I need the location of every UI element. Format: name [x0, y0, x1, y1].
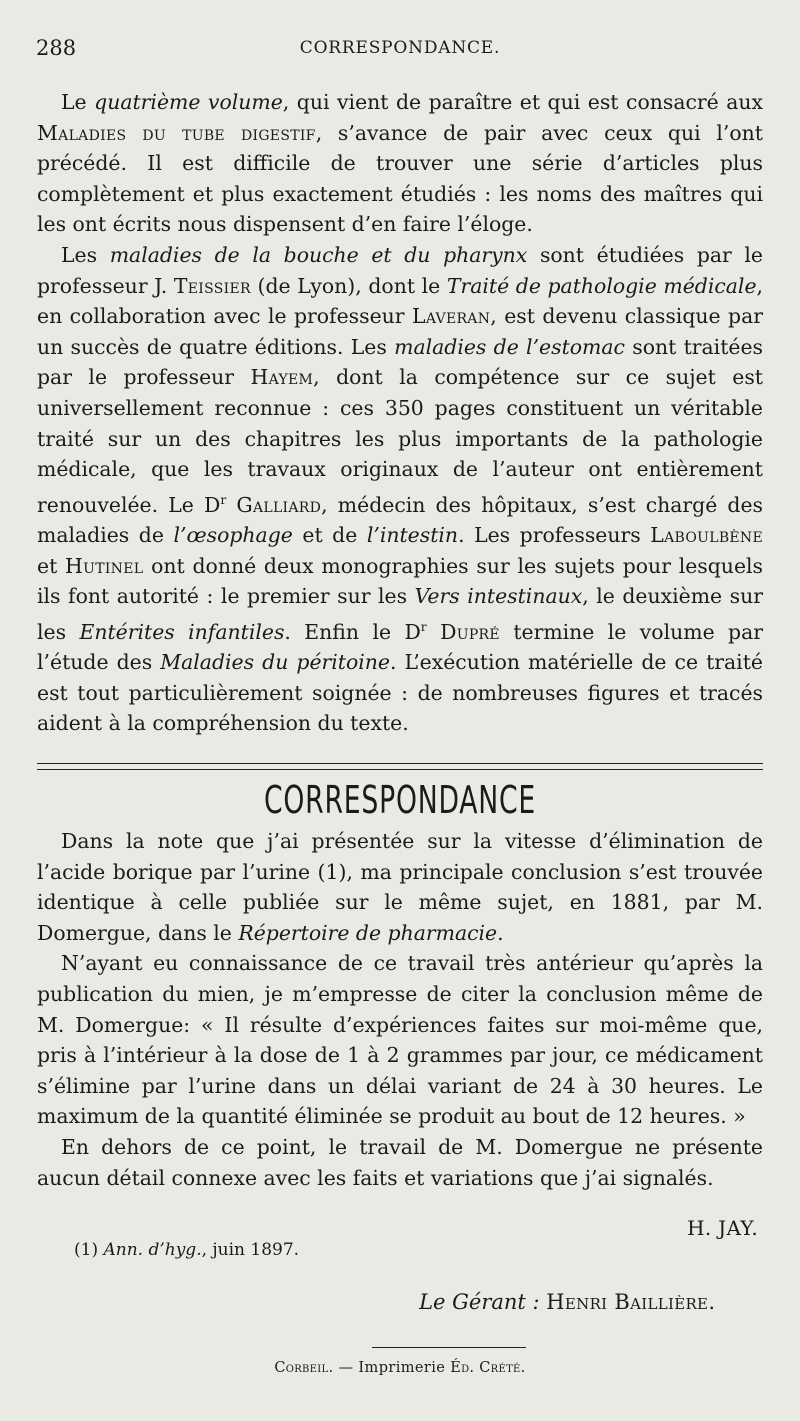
small-caps-run: Laboulbène	[650, 523, 763, 548]
text-run	[427, 620, 440, 644]
text-run: et de	[292, 523, 367, 548]
text-run: , qui vient de paraître et qui est consacré aux	[282, 90, 764, 114]
book-review-section	[37, 87, 763, 739]
page-number: 288	[36, 36, 77, 60]
section-divider	[37, 763, 763, 764]
text-run: . L’exécution matérielle de ce traité est tout particulièrement soignée : de nombreuses figures et tracés aident à la compréhension du texte.	[37, 650, 763, 736]
italic-run: Entérites infantiles	[79, 619, 285, 644]
text-run: . Les professeurs	[458, 523, 651, 548]
text-run: et	[37, 553, 66, 578]
review-paragraph	[37, 240, 763, 739]
text-run: , médecin des hôpitaux, s’est chargé des maladies de	[37, 492, 764, 548]
text-run: Dans la note que j’ai présentée sur la vitesse d’élimination de l’acide borique par l’urine (1), ma principale conclusion s’est trouvée identique à celle publiée sur le même sujet, en 1881, par M. Domergue, dans le	[37, 829, 763, 945]
text-run: , juin 1897.	[201, 1240, 300, 1260]
small-caps-run: Laveran	[411, 304, 491, 329]
italic-run: quatrième volume	[94, 90, 283, 114]
small-caps-run: Hayem	[250, 365, 314, 390]
printer-imprint	[0, 1360, 800, 1376]
small-caps-run: Galliard	[236, 492, 322, 517]
text-run: Le	[61, 90, 95, 114]
small-caps-run: Éd. Crété	[450, 1360, 521, 1376]
running-title: CORRESPONDANCE.	[299, 38, 501, 58]
text-run: .	[708, 1290, 715, 1314]
superscript-run: r	[420, 619, 427, 634]
text-run: , s’avance de pair avec ceux qui l’ont précédé. Il est difficile de trouver une série d’articles plus complètement et plus exactement étudiés : les noms des maîtres qui les ont écrits nous dispensent d’en faire l’éloge.	[37, 120, 763, 237]
text-run: .	[497, 920, 504, 945]
small-caps-run: Maladies du tube digestif	[37, 120, 316, 145]
text-run: termine le volume par l’étude des	[37, 619, 763, 675]
section-divider	[37, 769, 763, 770]
small-caps-run: Corbeil	[274, 1360, 329, 1376]
text-run	[226, 493, 236, 517]
text-run: En dehors de ce point, le travail de M. Domergue ne présente aucun détail connexe avec les faits et variations que j’ai signalés.	[37, 1134, 763, 1190]
correspondance-section	[37, 826, 763, 1193]
author-signature: H. JAY.	[687, 1216, 758, 1240]
correspondance-paragraph	[37, 826, 763, 948]
text-run: N’ayant eu connaissance de ce travail très antérieur qu’après la publication du mien, je m’empresse de citer la conclusion même de M. Domergue: « Il résulte d’expériences faites sur moi-même que, pris à l’intérieur à la dose de 1 à 2 grammes par jour, ce médicament s’élimine par l’urine dans un délai variant de 24 à 30 heures. Le maximum de la quantité éliminée se produit au bout de 12 heures. »	[37, 951, 763, 1129]
text-run: sont traitées par le professeur	[37, 334, 763, 390]
italic-run: l’intestin	[366, 523, 459, 548]
correspondance-paragraph	[37, 1132, 763, 1193]
text-run: , en collaboration avec le professeur	[37, 273, 764, 329]
small-caps-run: Hutinel	[65, 553, 144, 578]
publisher-manager-line	[419, 1290, 715, 1314]
italic-run: Le Gérant :	[419, 1290, 547, 1314]
footnote	[74, 1240, 299, 1260]
text-run: . — Imprimerie	[328, 1360, 451, 1376]
section-heading: CORRESPONDANCE	[263, 778, 537, 822]
text-run: Les	[61, 242, 110, 267]
text-run: , est devenu classique par un succès de quatre éditions. Les	[37, 304, 763, 359]
superscript-run: r	[220, 492, 227, 507]
text-run: , le deuxième sur les	[37, 584, 763, 644]
page-header	[36, 36, 764, 66]
italic-run: Maladies du péritoine	[160, 650, 390, 675]
correspondance-paragraph	[37, 948, 763, 1132]
text-run: (1)	[74, 1240, 104, 1260]
text-run: sont étudiées par le professeur J.	[37, 242, 763, 298]
italic-run: Répertoire de pharmacie	[238, 920, 498, 945]
text-run: . Enfin le D	[284, 619, 421, 644]
small-caps-run: Henri Baillière	[546, 1290, 709, 1314]
text-run: , dont la compétence sur ce sujet est universellement reconnue : ces 350 pages constituent un véritable traité sur un des chapitres les plus importants de la pathologie médicale, que les travaux originaux de l’auteur ont entièrement renouvelée. Le D	[37, 365, 763, 517]
italic-run: l’œsophage	[173, 523, 293, 548]
italic-run: maladies de la bouche et du pharynx	[109, 242, 528, 267]
small-caps-run: Dupré	[440, 619, 500, 644]
review-paragraph	[37, 87, 763, 240]
italic-run: Traité de pathologie médicale	[446, 273, 757, 298]
text-run: .	[520, 1360, 526, 1376]
text-run: (de Lyon), dont le	[250, 273, 447, 298]
italic-run: maladies de l’estomac	[394, 334, 625, 359]
imprint-divider	[372, 1347, 526, 1348]
italic-run: Vers intestinaux	[414, 584, 583, 609]
small-caps-run: Teissier	[173, 273, 251, 298]
italic-run: Ann. d’hyg.	[103, 1240, 202, 1260]
text-run: ont donné deux monographies sur les sujets pour lesquels ils font autorité : le premier sur les	[37, 553, 763, 609]
